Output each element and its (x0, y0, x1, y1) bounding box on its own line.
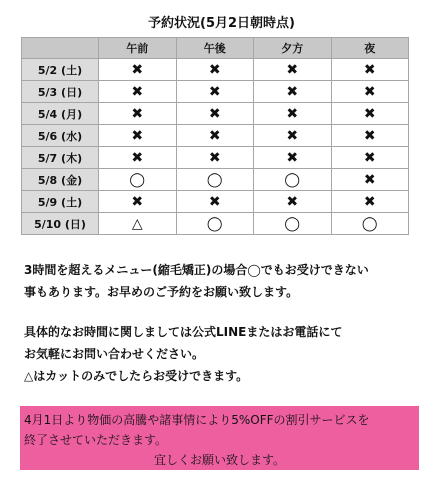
date-cell: 5/10 (日) (22, 213, 99, 235)
slot-afternoon-full-mark: ✖ (176, 103, 254, 125)
note-line: 3時間を超えるメニュー(縮毛矯正)の場合◯でもお受けできない (24, 263, 369, 277)
slot-evening-full-mark: ✖ (254, 59, 332, 81)
slot-evening-full-mark: ✖ (254, 81, 332, 103)
table-row (22, 169, 409, 191)
table-row (22, 125, 409, 147)
table-row (22, 147, 409, 169)
table-header-row (22, 38, 409, 59)
page-title: 予約状況(5月2日朝時点) (148, 16, 295, 31)
slot-afternoon-full-mark: ✖ (176, 81, 254, 103)
notice-line: 4月1日より物価の高騰や諸事情により5%OFFの割引サービスを (24, 413, 370, 427)
slot-night-full-mark: ✖ (331, 81, 409, 103)
date-cell: 5/4 (月) (22, 103, 99, 125)
date-cell: 5/2 (土) (22, 59, 99, 81)
notice-line: 終了させていただきます。 (24, 433, 168, 447)
slot-night-full-mark: ✖ (331, 59, 409, 81)
slot-night-full-mark: ✖ (331, 191, 409, 213)
header-morning: 午前 (99, 38, 177, 59)
slot-evening-available-mark: ◯ (254, 213, 332, 235)
slot-morning-full-mark: ✖ (99, 81, 177, 103)
header-night: 夜 (331, 38, 409, 59)
slot-evening-available-mark: ◯ (254, 169, 332, 191)
table-row (22, 59, 409, 81)
note-line: お気軽にお問い合わせください。 (24, 347, 205, 361)
notice-closing-line: 宜しくお願い致します。 (153, 453, 286, 467)
table-row (22, 213, 409, 235)
slot-morning-full-mark: ✖ (99, 59, 177, 81)
date-cell: 5/8 (金) (22, 169, 99, 191)
reservation-table (21, 37, 409, 235)
slot-morning-full-mark: ✖ (99, 103, 177, 125)
slot-afternoon-full-mark: ✖ (176, 147, 254, 169)
header-afternoon: 午後 (176, 38, 254, 59)
slot-morning-full-mark: ✖ (99, 191, 177, 213)
contact-note (24, 321, 424, 387)
date-cell: 5/6 (水) (22, 125, 99, 147)
slot-night-full-mark: ✖ (331, 125, 409, 147)
slot-morning-full-mark: ✖ (99, 125, 177, 147)
slot-afternoon-full-mark: ✖ (176, 125, 254, 147)
slot-afternoon-full-mark: ✖ (176, 191, 254, 213)
slot-evening-full-mark: ✖ (254, 191, 332, 213)
slot-afternoon-full-mark: ✖ (176, 59, 254, 81)
slot-morning-available-mark: ◯ (99, 169, 177, 191)
reservation-note (24, 259, 424, 303)
slot-morning-cut-only-mark: △ (99, 213, 177, 235)
note-line: 事もあります。お早めのご予約をお願い致します。 (24, 285, 299, 299)
date-cell: 5/9 (土) (22, 191, 99, 213)
slot-morning-full-mark: ✖ (99, 147, 177, 169)
slot-evening-full-mark: ✖ (254, 103, 332, 125)
note-line: △はカットのみでしたらお受けできます。 (24, 369, 249, 383)
note-line: 具体的なお時間に関しましては公式LINEまたはお電話にて (24, 325, 343, 339)
slot-night-full-mark: ✖ (331, 169, 409, 191)
header-date (22, 38, 99, 59)
table-row (22, 81, 409, 103)
slot-night-available-mark: ◯ (331, 213, 409, 235)
header-evening: 夕方 (254, 38, 332, 59)
discount-end-notice (20, 406, 419, 470)
table-row (22, 191, 409, 213)
date-cell: 5/7 (木) (22, 147, 99, 169)
slot-night-full-mark: ✖ (331, 147, 409, 169)
date-cell: 5/3 (日) (22, 81, 99, 103)
slot-afternoon-available-mark: ◯ (176, 169, 254, 191)
slot-night-full-mark: ✖ (331, 103, 409, 125)
slot-afternoon-available-mark: ◯ (176, 213, 254, 235)
table-row (22, 103, 409, 125)
slot-evening-full-mark: ✖ (254, 147, 332, 169)
slot-evening-full-mark: ✖ (254, 125, 332, 147)
